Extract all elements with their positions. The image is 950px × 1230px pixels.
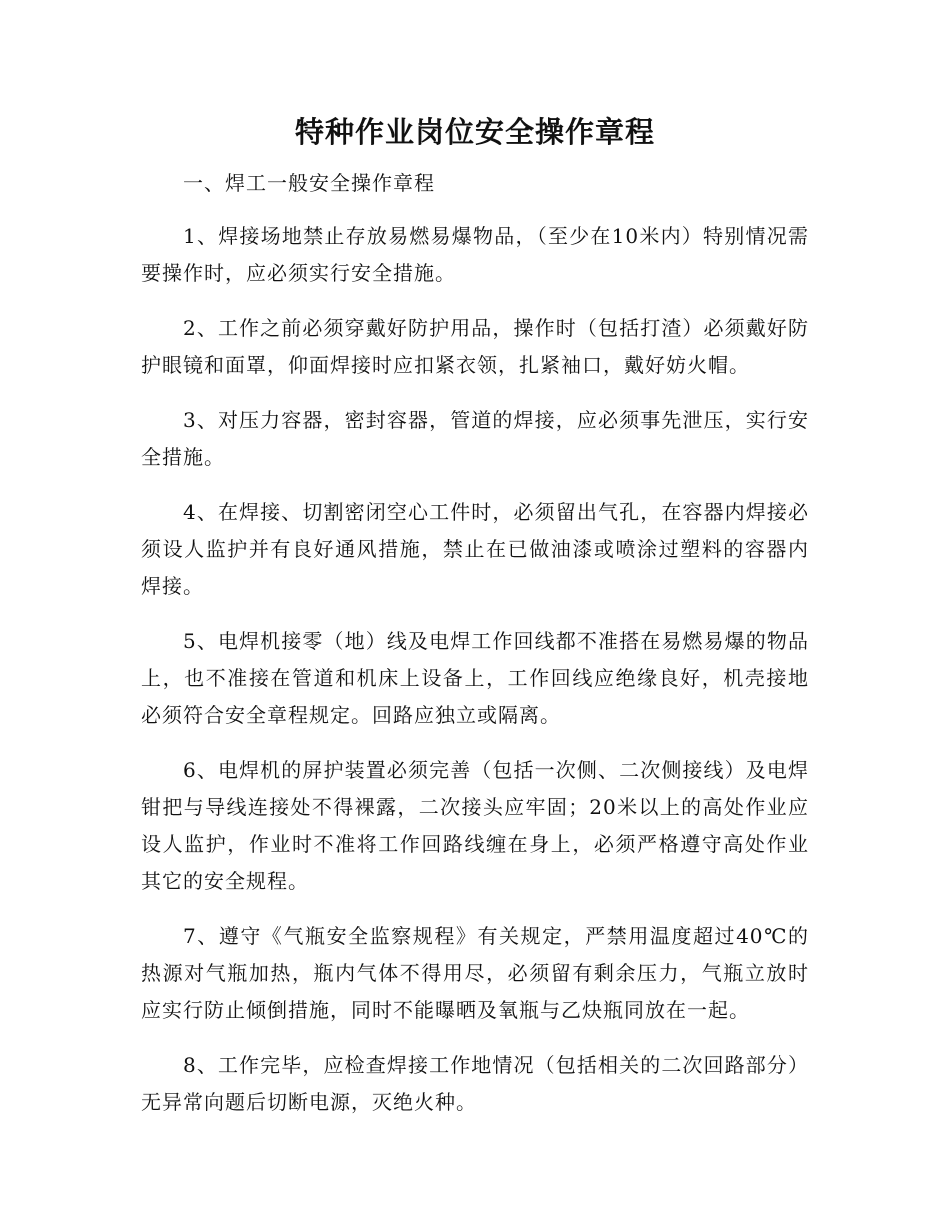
- paragraph-7: 7、遵守《气瓶安全监察规程》有关规定，严禁用温度超过40℃的热源对气瓶加热，瓶内气体不得用尽，必须留有剩余压力，气瓶立放时应实行防止倾倒措施，同时不能曝晒及氧瓶与乙炔瓶同放在一起。: [141, 924, 809, 1022]
- section-heading: 一、焊工一般安全操作章程: [183, 171, 435, 195]
- paragraph-3: 3、对压力容器，密封容器，管道的焊接，应必须事先泄压，实行安全措施。: [141, 408, 809, 469]
- paragraph-4: 4、在焊接、切割密闭空心工件时，必须留出气孔，在容器内焊接必须设人监护并有良好通风措施，禁止在已做油漆或喷涂过塑料的容器内焊接。: [141, 500, 809, 598]
- paragraph-6: 6、电焊机的屏护装置必须完善（包括一次侧、二次侧接线）及电焊钳把与导线连接处不得裸露，二次接头应牢固；20米以上的高处作业应设人监护，作业时不准将工作回路线缠在身上，必须严格遵守高处作业其它的安全规程。: [141, 758, 809, 893]
- document-title: 特种作业岗位安全操作章程: [294, 115, 655, 149]
- paragraph-1: 1、焊接场地禁止存放易燃易爆物品，（至少在10米内）特别情况需要操作时，应必须实行安全措施。: [141, 224, 809, 285]
- document-body: [141, 166, 809, 1121]
- paragraph-8: 8、工作完毕，应检查焊接工作地情况（包括相关的二次回路部分）无异常向题后切断电源，灭绝火种。: [141, 1053, 809, 1114]
- paragraph-2: 2、工作之前必须穿戴好防护用品，操作时（包括打渣）必须戴好防护眼镜和面罩，仰面焊接时应扣紧衣领，扎紧袖口，戴好妨火帽。: [141, 316, 809, 377]
- paragraph-5: 5、电焊机接零（地）线及电焊工作回线都不准搭在易燃易爆的物品上，也不准接在管道和机床上设备上，工作回线应绝缘良好，机壳接地必须符合安全章程规定。回路应独立或隔离。: [141, 629, 809, 727]
